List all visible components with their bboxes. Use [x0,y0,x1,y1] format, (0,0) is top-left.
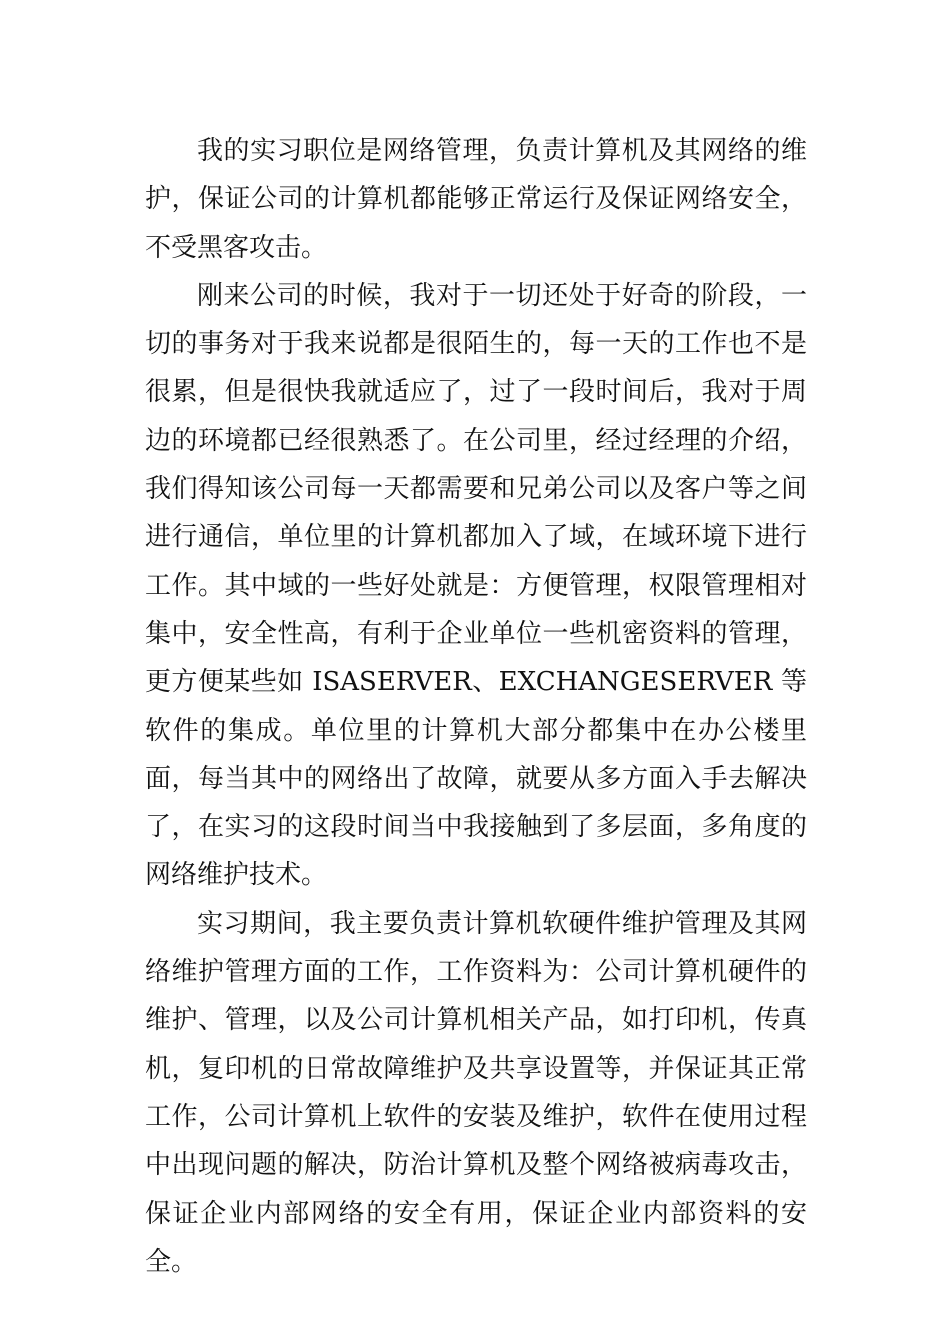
paragraph-internship-role: 我的实习职位是网络管理，负责计算机及其网络的维护，保证公司的计算机都能够正常运行及保证网络安全，不受黑客攻击。 [145,136,807,263]
paragraph-domain-environment: 刚来公司的时候，我对于一切还处于好奇的阶段，一切的事务对于我来说都是很陌生的，每一天的工作也不是很累，但是很快我就适应了，过了一段时间后，我对于周边的环境都已经很熟悉了。在公司里，经过经理的介绍，我们得知该公司每一天都需要和兄弟公司以及客户等之间进行通信，单位里的计算机都加入了域，在域环境下进行工作。其中域的一些好处就是：方便管理，权限管理相对集中，安全性高，有利于企业单位一些机密资料的管理，更方便某些如 ISASERVER、EXCHANGESERVER 等软件的集成。单位里的计算机大部分都集中在办公楼里面，每当其中的网络出了故障，就要从多方面入手去解决了，在实习的这段时间当中我接触到了多层面，多角度的网络维护技术。 [145,280,807,891]
paragraph-maintenance-duties: 实习期间，我主要负责计算机软硬件维护管理及其网络维护管理方面的工作，工作资料为：公司计算机硬件的维护、管理，以及公司计算机相关产品，如打印机，传真机，复印机的日常故障维护及共享设置等，并保证其正常工作，公司计算机上软件的安装及维护，软件在使用过程中出现问题的解决，防治计算机及整个网络被病毒攻击，保证企业内部网络的安全有用，保证企业内部资料的安全。 [145,908,807,1277]
document-body [145,127,807,1286]
